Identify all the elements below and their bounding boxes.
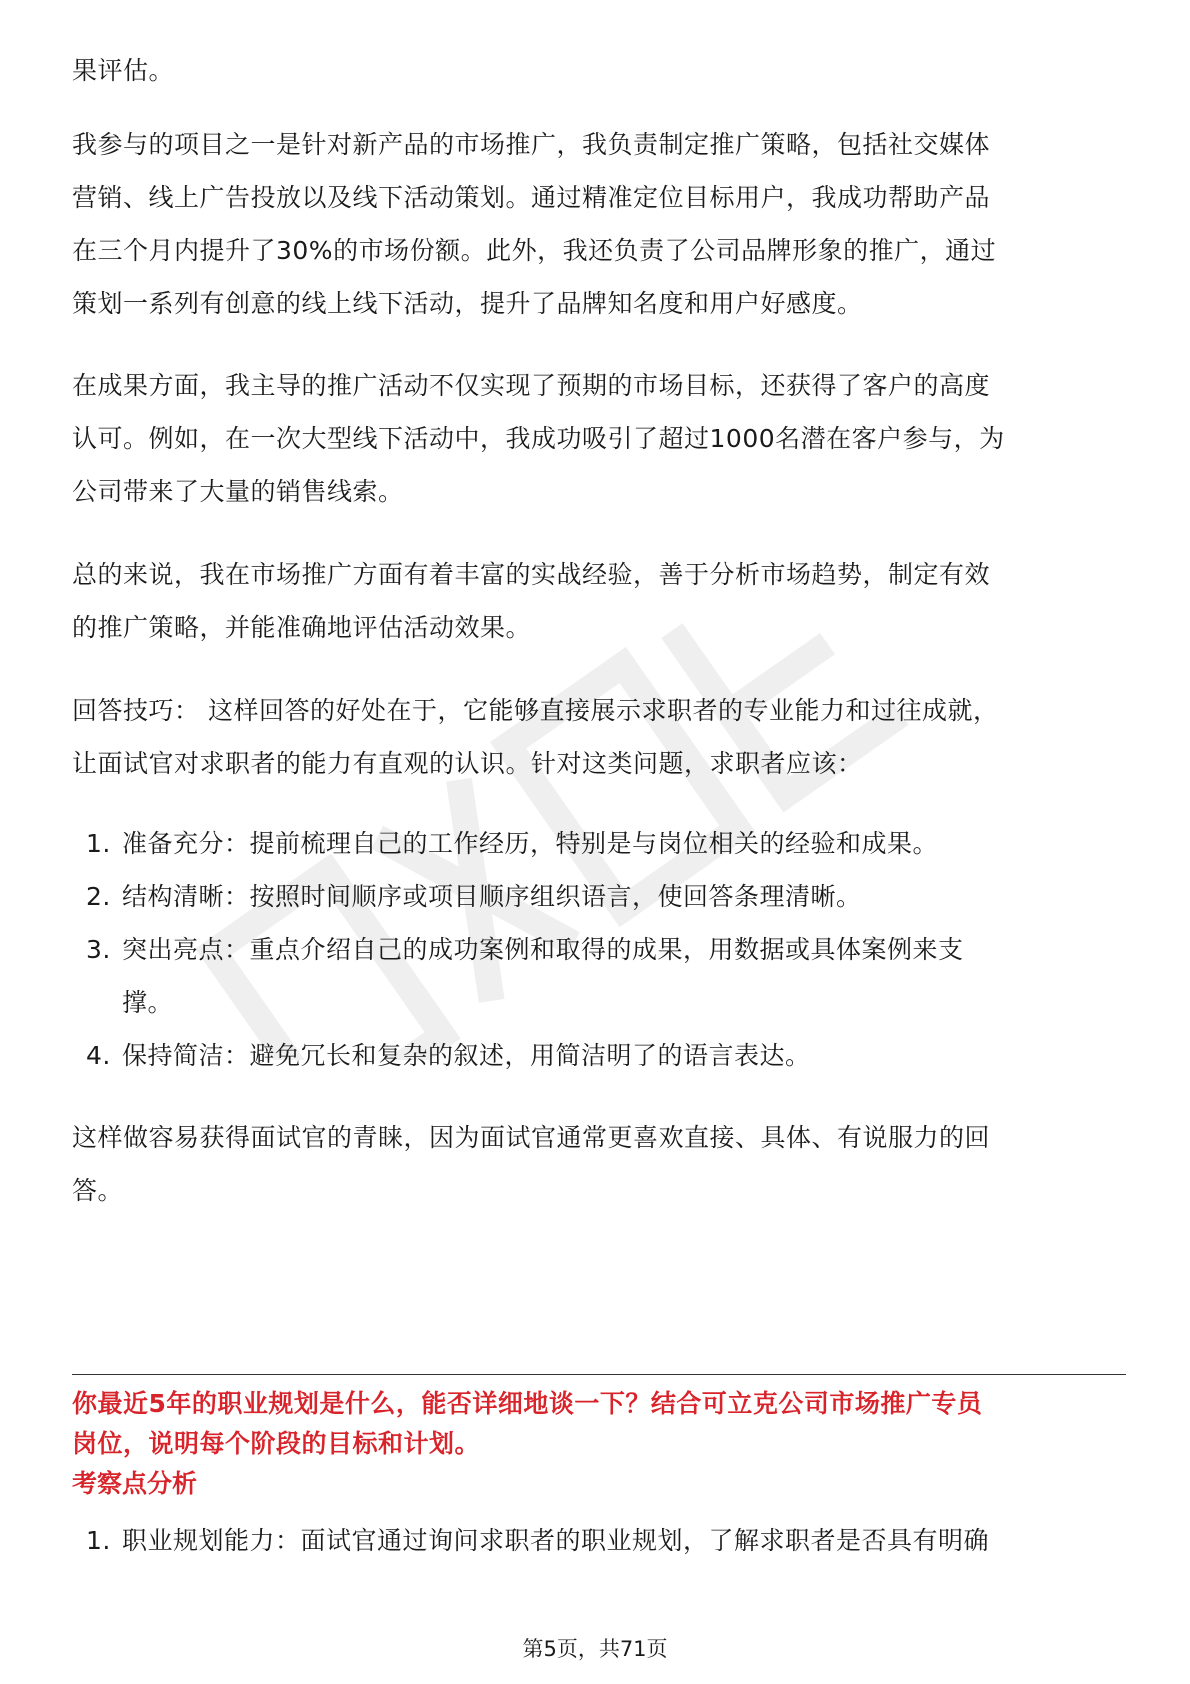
- paragraph-achievements: [72, 359, 1005, 518]
- list-item: 2. 结构清晰：按照时间顺序或项目顺序组织语言，使回答条理清晰。: [86, 882, 862, 911]
- text-line: 在三个月内提升了30%的市场份额。此外，我还负责了公司品牌形象的推广，通过: [72, 236, 997, 265]
- text-line: 我参与的项目之一是针对新产品的市场推广，我负责制定推广策略，包括社交媒体: [72, 130, 991, 159]
- list-item: 3. 突出亮点：重点介绍自己的成功案例和取得的成果，用数据或具体案例来支 撑。: [86, 935, 964, 1017]
- text-line: 答。: [72, 1176, 124, 1205]
- list-item: 4. 保持简洁：避免冗长和复杂的叙述，用简洁明了的语言表达。: [86, 1041, 811, 1070]
- text-line: 认可。例如，在一次大型线下活动中，我成功吸引了超过1000名潜在客户参与，为: [72, 424, 1005, 453]
- analysis-heading: 考察点分析: [72, 1469, 198, 1498]
- text-line: 回答技巧： 这样回答的好处在于，它能够直接展示求职者的专业能力和过往成就，: [72, 696, 999, 725]
- text-line: 这样做容易获得面试官的青睐，因为面试官通常更喜欢直接、具体、有说服力的回: [72, 1123, 991, 1152]
- tips-list: [72, 817, 1124, 1082]
- paragraph-answer-tips: [72, 684, 998, 790]
- text-line: 在成果方面，我主导的推广活动不仅实现了预期的市场目标，还获得了客户的高度: [72, 371, 991, 400]
- question-heading: 你最近5年的职业规划是什么，能否详细地谈一下？结合可立克公司市场推广专员 岗位，说明每个阶段的目标和计划。: [72, 1389, 983, 1458]
- section-divider: [72, 1374, 1126, 1375]
- analysis-list: [72, 1514, 1124, 1567]
- text-line: 公司带来了大量的销售线索。: [72, 477, 404, 506]
- text-line: 让面试官对求职者的能力有直观的认识。针对这类问题，求职者应该：: [72, 749, 863, 778]
- page-number: 第5页，共71页: [522, 1637, 668, 1661]
- text-line: 总的来说，我在市场推广方面有着丰富的实战经验，善于分析市场趋势，制定有效: [72, 560, 991, 589]
- paragraph-summary: [72, 548, 990, 654]
- list-item: 1. 准备充分：提前梳理自己的工作经历，特别是与岗位相关的经验和成果。: [86, 829, 939, 858]
- text-line: 策划一系列有创意的线上线下活动，提升了品牌知名度和用户好感度。: [72, 289, 863, 318]
- paragraph-project-experience: [72, 118, 996, 330]
- list-item: 1. 职业规划能力：面试官通过询问求职者的职业规划，了解求职者是否具有明确: [86, 1526, 990, 1555]
- paragraph-continuation: 果评估。: [72, 56, 175, 85]
- text-line: 的推广策略，并能准确地评估活动效果。: [72, 613, 532, 642]
- paragraph-conclusion: [72, 1111, 990, 1217]
- text-line: 营销、线上广告投放以及线下活动策划。通过精准定位目标用户，我成功帮助产品: [72, 183, 991, 212]
